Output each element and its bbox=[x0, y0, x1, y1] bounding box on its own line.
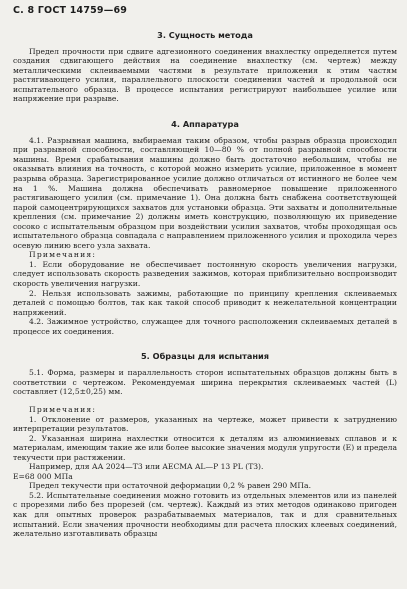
note: 2. Нельзя использовать зажимы, работающие по принципу крепления склеиваемых деталей с помощью болтов, так как такой способ приводит к нежелательной концентрации напряжений. bbox=[13, 288, 397, 317]
section-principle bbox=[13, 30, 397, 104]
note: 2. Указанная ширина нахлестки относится к деталям из алюминиевых сплавов и к материалам, имеющим такие же или более высокие значения модуля упругости (E) и предела текучести при растяжении. bbox=[13, 433, 397, 462]
page-header: С. 8 ГОСТ 14759—69 bbox=[13, 5, 128, 16]
paragraph: 4.2. Зажимное устройство, служащее для точного расположения склеиваемых деталей в процессе их соединения. bbox=[13, 317, 397, 336]
section-title: 4. Аппаратура bbox=[171, 118, 239, 129]
formula-line: E=68 000 МПа bbox=[13, 471, 73, 481]
note: 1. Отклонение от размеров, указанных на чертеже, может привести к затруднению интерпретации результатов. bbox=[13, 414, 397, 434]
note: 1. Если оборудование не обеспечивает постоянную скорость увеличения нагрузки, следует использовать скорость разведения зажимов, которая приблизительно воспроизводит скорость увеличения нагрузки. bbox=[13, 259, 397, 289]
paragraph: Предел прочности при сдвиге адгезионного соединения внахлестку определяется путем создания сдвигающего действия на соединение внахлестку (см. чертеж) между металлическими склеиваемыми частями в результате приложения к этим частям растягивающего усилия, параллельного плоскости соединения частей и продольной оси испытательного образца. В процессе испытания регистрируют наибольшее усилие или напряжение при разрыве. bbox=[13, 46, 397, 104]
section-apparatus bbox=[13, 119, 397, 336]
notes-label: Примечания: bbox=[29, 250, 97, 260]
notes-label: Примечания: bbox=[29, 404, 97, 414]
paragraph: 5.1. Форма, размеры и параллельность сторон испытательных образцов должны быть в соответствии с чертежом. Рекомендуемая ширина перекрытия склеиваемых частей (L) составляет (12,5±0,25) мм. bbox=[13, 368, 397, 397]
section-title: 5. Образцы для испытания bbox=[140, 351, 270, 362]
paragraph: 4.1. Разрывная машина, выбираемая таким образом, чтобы разрыв образца происходил при разрывной способности, составляющей 10—80 % от полной разрывной способности машины. Время срабатывания машины должно быть достаточно небольшим, чтобы не оказывать влияния на точность, с которой можно измерить усилие, приложенное в момент разрыва образца. Зарегистрированное усилие должно отличаться от истинного не более чем на 1 %. Машина должна обеспечивать равномерное повышение приложенного растягивающего усилия (см. примечание 1). Она должна быть снабжена соответствующей парой самоцентрирующихся захватов для установки образца. Эти захваты и дополнительные крепления (см. примечание 2) должны иметь конструкцию, позволяющую их приведение сосоко с испытательным образцом при воздействии усилия захватов, чтобы проходящая ось испытательного образца совпадала с направлением приложенного усилия и проходила через осевую линию всего узла захвата. bbox=[13, 135, 397, 250]
example-line: Например, для АА 2024—Т3 или AECMA AL—P 13 PL (ТЗ). bbox=[29, 462, 264, 472]
paragraph: 5.2. Испытательные соединения можно готовить из отдельных элементов или из панелей с прорезями либо без прорезей (см. чертеж). Каждый из этих методов одинаково пригоден как для опытных проверок разрабатываемых материалов, так и для сравнительных испытаний. Если значения прочности необходимы для расчета плоских клеевых соединений, желательно изготавливать образцы bbox=[13, 490, 397, 539]
section-title: 3. Сущность метода bbox=[157, 29, 253, 40]
section-specimens bbox=[13, 351, 397, 538]
yield-line: Предел текучести при остаточной деформации 0,2 % равен 290 МПа. bbox=[29, 481, 311, 491]
